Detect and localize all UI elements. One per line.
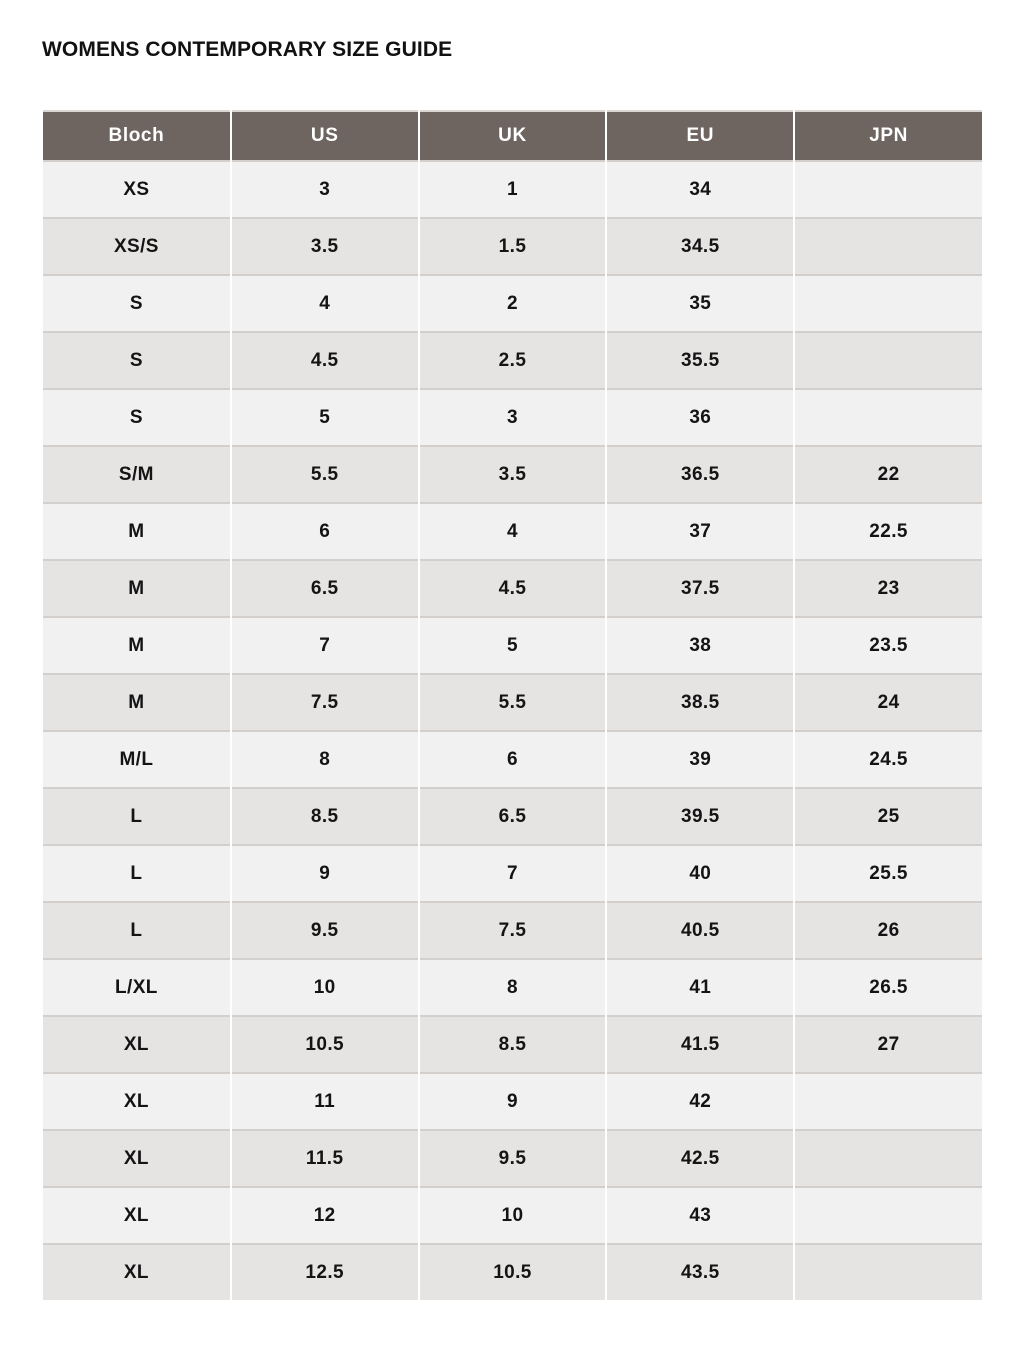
table-row	[43, 674, 982, 731]
cell-uk: 7.5	[419, 902, 607, 959]
cell-jpn: 24.5	[794, 731, 982, 788]
table-row	[43, 1187, 982, 1244]
cell-eu: 36	[606, 389, 794, 446]
cell-us: 3	[231, 161, 419, 218]
cell-eu: 37.5	[606, 560, 794, 617]
cell-uk: 9	[419, 1073, 607, 1130]
cell-uk: 10.5	[419, 1244, 607, 1300]
table-body	[43, 161, 982, 1300]
cell-uk: 5	[419, 617, 607, 674]
cell-bloch: XL	[43, 1073, 231, 1130]
cell-us: 4	[231, 275, 419, 332]
cell-us: 6.5	[231, 560, 419, 617]
cell-bloch: L/XL	[43, 959, 231, 1016]
cell-us: 3.5	[231, 218, 419, 275]
cell-uk: 5.5	[419, 674, 607, 731]
cell-uk: 4	[419, 503, 607, 560]
table-row	[43, 1016, 982, 1073]
cell-jpn	[794, 332, 982, 389]
cell-eu: 38.5	[606, 674, 794, 731]
cell-jpn: 24	[794, 674, 982, 731]
cell-jpn	[794, 1073, 982, 1130]
table-row	[43, 332, 982, 389]
cell-us: 8	[231, 731, 419, 788]
cell-us: 7.5	[231, 674, 419, 731]
cell-bloch: L	[43, 902, 231, 959]
cell-jpn: 26	[794, 902, 982, 959]
cell-eu: 41.5	[606, 1016, 794, 1073]
cell-eu: 43	[606, 1187, 794, 1244]
cell-eu: 43.5	[606, 1244, 794, 1300]
cell-uk: 9.5	[419, 1130, 607, 1187]
cell-eu: 42	[606, 1073, 794, 1130]
column-header-jpn: JPN	[794, 111, 982, 161]
table-row	[43, 503, 982, 560]
cell-bloch: XL	[43, 1187, 231, 1244]
cell-jpn: 25.5	[794, 845, 982, 902]
cell-us: 7	[231, 617, 419, 674]
cell-bloch: XL	[43, 1016, 231, 1073]
table-row	[43, 560, 982, 617]
cell-us: 4.5	[231, 332, 419, 389]
size-guide-table	[43, 110, 982, 1300]
table-row	[43, 389, 982, 446]
cell-eu: 41	[606, 959, 794, 1016]
cell-bloch: M	[43, 674, 231, 731]
cell-jpn: 25	[794, 788, 982, 845]
cell-jpn: 23.5	[794, 617, 982, 674]
cell-bloch: M	[43, 560, 231, 617]
cell-eu: 40.5	[606, 902, 794, 959]
cell-us: 10.5	[231, 1016, 419, 1073]
table-row	[43, 1073, 982, 1130]
cell-bloch: S	[43, 389, 231, 446]
column-header-bloch: Bloch	[43, 111, 231, 161]
cell-jpn: 22.5	[794, 503, 982, 560]
cell-us: 12	[231, 1187, 419, 1244]
cell-uk: 1	[419, 161, 607, 218]
cell-jpn	[794, 161, 982, 218]
cell-eu: 37	[606, 503, 794, 560]
cell-us: 10	[231, 959, 419, 1016]
cell-us: 6	[231, 503, 419, 560]
column-header-us: US	[231, 111, 419, 161]
page-title: WOMENS CONTEMPORARY SIZE GUIDE	[42, 38, 453, 61]
cell-us: 12.5	[231, 1244, 419, 1300]
cell-us: 11.5	[231, 1130, 419, 1187]
column-header-eu: EU	[606, 111, 794, 161]
cell-us: 11	[231, 1073, 419, 1130]
cell-uk: 7	[419, 845, 607, 902]
cell-uk: 10	[419, 1187, 607, 1244]
cell-jpn	[794, 218, 982, 275]
cell-bloch: M	[43, 617, 231, 674]
column-header-uk: UK	[419, 111, 607, 161]
cell-jpn	[794, 1187, 982, 1244]
cell-bloch: XL	[43, 1130, 231, 1187]
cell-eu: 35.5	[606, 332, 794, 389]
cell-jpn	[794, 1130, 982, 1187]
cell-us: 5.5	[231, 446, 419, 503]
cell-eu: 35	[606, 275, 794, 332]
cell-eu: 34	[606, 161, 794, 218]
table-header-row	[43, 111, 982, 161]
cell-bloch: M/L	[43, 731, 231, 788]
table-row	[43, 731, 982, 788]
table-row	[43, 845, 982, 902]
cell-bloch: L	[43, 788, 231, 845]
cell-jpn: 22	[794, 446, 982, 503]
cell-uk: 6	[419, 731, 607, 788]
cell-eu: 39	[606, 731, 794, 788]
cell-uk: 3	[419, 389, 607, 446]
cell-eu: 40	[606, 845, 794, 902]
table-row	[43, 1244, 982, 1300]
table-row	[43, 902, 982, 959]
cell-eu: 39.5	[606, 788, 794, 845]
table-row	[43, 161, 982, 218]
cell-jpn	[794, 389, 982, 446]
cell-uk: 1.5	[419, 218, 607, 275]
table-row	[43, 446, 982, 503]
cell-bloch: M	[43, 503, 231, 560]
cell-us: 9	[231, 845, 419, 902]
table-row	[43, 218, 982, 275]
cell-jpn: 26.5	[794, 959, 982, 1016]
cell-us: 8.5	[231, 788, 419, 845]
cell-uk: 3.5	[419, 446, 607, 503]
cell-eu: 36.5	[606, 446, 794, 503]
table-row	[43, 275, 982, 332]
cell-jpn: 27	[794, 1016, 982, 1073]
cell-bloch: L	[43, 845, 231, 902]
cell-uk: 2.5	[419, 332, 607, 389]
table-row	[43, 959, 982, 1016]
cell-bloch: S	[43, 332, 231, 389]
cell-jpn	[794, 275, 982, 332]
cell-bloch: XS	[43, 161, 231, 218]
cell-eu: 38	[606, 617, 794, 674]
table-row	[43, 617, 982, 674]
cell-eu: 34.5	[606, 218, 794, 275]
table-row	[43, 1130, 982, 1187]
cell-jpn: 23	[794, 560, 982, 617]
cell-uk: 6.5	[419, 788, 607, 845]
cell-uk: 2	[419, 275, 607, 332]
cell-eu: 42.5	[606, 1130, 794, 1187]
cell-bloch: S	[43, 275, 231, 332]
cell-us: 9.5	[231, 902, 419, 959]
cell-uk: 4.5	[419, 560, 607, 617]
cell-uk: 8.5	[419, 1016, 607, 1073]
cell-bloch: XL	[43, 1244, 231, 1300]
cell-us: 5	[231, 389, 419, 446]
cell-bloch: S/M	[43, 446, 231, 503]
cell-uk: 8	[419, 959, 607, 1016]
cell-bloch: XS/S	[43, 218, 231, 275]
table-row	[43, 788, 982, 845]
cell-jpn	[794, 1244, 982, 1300]
